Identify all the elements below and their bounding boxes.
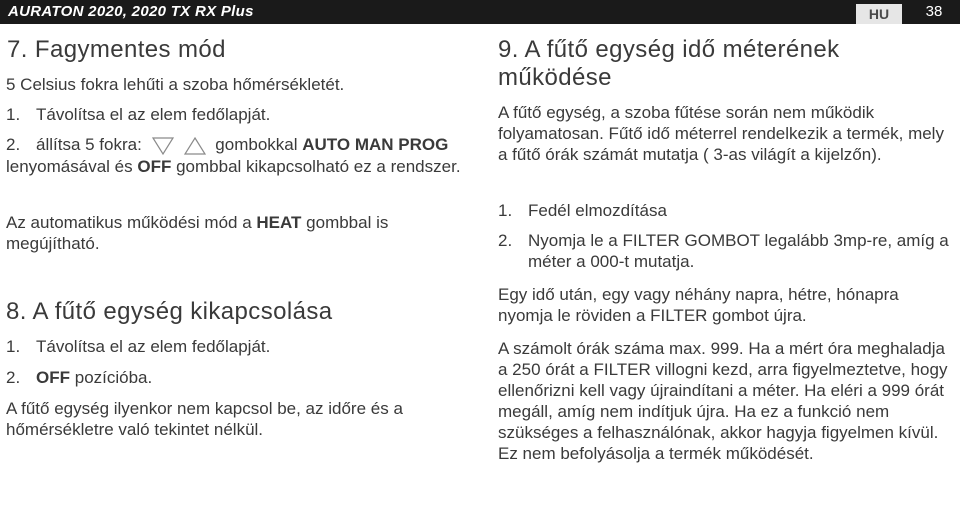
page-header — [0, 0, 960, 24]
off-label: OFF — [36, 368, 70, 387]
step-text-b: gombokkal — [215, 135, 298, 154]
heat-label: HEAT — [256, 213, 302, 232]
page-number: 38 — [925, 3, 943, 20]
manual-title: AURATON 2020, 2020 TX RX Plus — [8, 3, 254, 20]
section-9-intro: A fűtő egység, a szoba fűtése során nem működik folyamatosan. Fűtő idő méterrel rendelkezik a termék, mely a fűtő órák számát mutatja ( 3-as világít a kijelzőn). — [498, 103, 944, 164]
step-text: pozícióba. — [74, 368, 153, 387]
auto-man-prog-label: AUTO MAN PROG — [302, 135, 449, 154]
section-9-paragraph-2: Egy idő után, egy vagy néhány napra, hétre, hónapra nyomja le röviden a FILTER gombot újra. — [498, 285, 899, 325]
triangle-down-icon — [151, 136, 175, 156]
auto-text-a: Az automatikus működési mód a — [6, 213, 252, 232]
step-text: Nyomja le a FILTER GOMBOT legalább 3mp-re, amíg a méter a 000-t mutatja. — [528, 231, 949, 271]
step-text: Távolítsa el az elem fedőlapját. — [36, 337, 271, 356]
section-7-step-2 — [6, 134, 466, 177]
section-7-step-1 — [6, 104, 270, 125]
triangle-up-icon — [183, 136, 207, 156]
step-text-a: állítsa 5 fokra: — [36, 135, 142, 154]
section-9-heading: 9. A fűtő egység idő méterének működése — [498, 36, 840, 91]
step-number: 2. — [6, 135, 21, 154]
section-9-paragraph-3: A számolt órák száma max. 999. Ha a mért óra meghaladja a 250 órát a FILTER villogni kezd, arra figyelmeztetve, hogy ellenőrizni kell vagy újraindítani a méter. Ha eléri a 999 órát megáll, amíg nem indítjuk újra. Ha ez a funkció nem szükséges a felhasználónak, akkor hagyja figyelmen kívül. Ez nem befolyásolja a termék működését. — [498, 339, 948, 463]
section-7-auto-note — [6, 212, 468, 254]
auto-text-b: gombbal is megújítható. — [6, 213, 389, 253]
section-8-step-2 — [6, 367, 152, 388]
step-text: Fedél elmozdítása — [528, 201, 667, 220]
step-text-d: gombbal kikapcsolható ez a rendszer. — [176, 156, 461, 176]
language-badge: HU — [856, 4, 902, 24]
step-text-c: lenyomásával és — [6, 156, 133, 176]
section-7-intro: 5 Celsius fokra lehűti a szoba hőmérsékletét. — [6, 75, 345, 94]
step-number: 2. — [498, 231, 513, 250]
section-7-heading: 7. Fagymentes mód — [7, 36, 226, 63]
off-label: OFF — [137, 156, 172, 176]
section-8-heading: 8. A fűtő egység kikapcsolása — [6, 298, 333, 325]
section-9-step-2 — [498, 230, 954, 272]
section-9-step-1 — [498, 200, 667, 221]
step-number: 2. — [6, 368, 21, 387]
step-text: Távolítsa el az elem fedőlapját. — [36, 105, 271, 124]
step-number: 1. — [498, 201, 513, 220]
section-8-step-1 — [6, 336, 270, 357]
step-number: 1. — [6, 337, 21, 356]
step-number: 1. — [6, 105, 21, 124]
section-8-note: A fűtő egység ilyenkor nem kapcsol be, az időre és a hőmérsékletre való tekintet nélkül. — [6, 399, 403, 439]
